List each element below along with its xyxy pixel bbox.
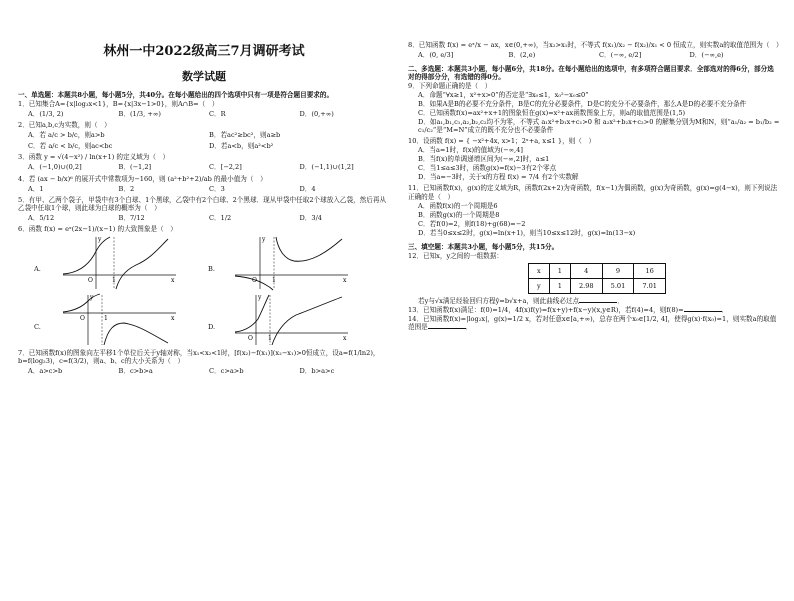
page-title: 林州一中2022级高三7月调研考试: [103, 44, 305, 59]
question-1: 1．已知集合A={x|log₃x<1}，B={x|3x−1>0}，则A∩B=（ ）: [18, 100, 219, 109]
svg-text:1: 1: [112, 276, 116, 284]
q3-options: [18, 163, 390, 171]
q5-option-c: C．1/2: [209, 213, 232, 222]
q7-option-d: D．b>a>c: [299, 366, 335, 375]
svg-text:x: x: [171, 276, 175, 284]
table-row: [529, 278, 666, 293]
q5-option-a: A．5/12: [28, 213, 55, 222]
q1-options: [18, 110, 390, 118]
q8-option-b: B．(2,e): [508, 51, 536, 60]
svg-text:1: 1: [272, 276, 276, 284]
q11-option-c: C．若f(0)=2，则f(18)+g(68)=−2: [418, 219, 526, 228]
q11-option-a: A．函数f(x)的一个周期是6: [418, 201, 498, 210]
q6-label-a: A.: [34, 264, 41, 273]
q5-option-b: B．7/12: [118, 213, 145, 222]
q5-option-d: D．3/4: [299, 213, 322, 222]
q1-option-d: D．(0,+∞): [299, 110, 334, 119]
section-multiple-choice: 二、多选题：本题共3小题，每小题6分，共18分。在每小题给出的选项中，有多项符合题目要求．全部选对的得6分，部分选对的得部分分，有选错的得0分。: [408, 65, 774, 82]
question-11: 11．已知函数f(x)，g(x)的定义域为R，函数f(2x+2)为奇函数，f(x−1)为偶函数，g(x)为奇函数，g(x)=g(4−x)，则下列说法正确的是（ ）: [408, 184, 778, 201]
question-6: 6．函数 f(x) = eˣ(2x−1)/(x−1) 的大致图象是（ ）: [18, 224, 177, 233]
question-8: 8．已知函数 f(x) = eˣ/x − ax，x∈(0,+∞)，当x₂>x₁时，不等式 f(x₁)/x₂ − f(x₂)/x₁ < 0 恒成立，则实数a的取值范围为（ ）: [408, 41, 783, 49]
q7-option-a: A．a>c>b: [28, 366, 63, 375]
section-fill-blank: 三、填空题：本题共3小题，每小题5分，共15分。: [408, 242, 559, 251]
question-14: 14．已知函数f(x)=|log₂x|，g(x)=1/2 x，若对任意x∈[a,+∞)，总存在两个x₀∈[1/2, 4]，使得g(x)·f(x₀)=1，则实数a的取值范围是 ．: [408, 314, 777, 331]
q6-graph-d: [230, 293, 350, 347]
q10-option-d: D．当a=−3时，关于x的方程 f(x) = 7/4 有2个实数解: [418, 173, 579, 182]
svg-text:y: y: [258, 293, 262, 301]
table-cell: 7.01: [634, 278, 666, 293]
q1-option-c: C．R: [209, 110, 226, 119]
svg-text:y: y: [98, 235, 102, 243]
q3-option-c: C．[−2,2]: [209, 163, 242, 172]
question-13: 13．已知函数f(x)满足：f(0)=1/4，4f(x)f(y)=f(x+y)+f(x−y)(x,y∈R)，若f(4)=4，则f(8)= ．: [408, 305, 729, 314]
table-cell: 16: [634, 263, 666, 278]
q6-graph-a: [58, 235, 178, 291]
question-4: 4．若 (ax − b/x)⁶ 的展开式中常数项为−160，则 (a²+b²+2)/ab 的最小值为（ ）: [18, 174, 267, 183]
table-cell: x: [529, 263, 550, 278]
q6-graph-b: [230, 235, 350, 291]
svg-text:O: O: [80, 314, 85, 322]
page-subtitle: 数学试题: [182, 69, 226, 83]
q6-graphs: [18, 235, 390, 347]
q4-option-a: A．1: [28, 184, 44, 193]
q7-options: [18, 367, 390, 375]
table-cell: 4: [570, 263, 602, 278]
table-cell: y: [529, 278, 550, 293]
q4-option-b: B．2: [118, 184, 135, 193]
question-3: 3．函数 y = √(4−x²) / ln(x+1) 的定义域为（ ）: [18, 153, 170, 162]
table-cell: 9: [602, 263, 634, 278]
question-9: 9．下列命题正确的是（ ）: [408, 82, 492, 91]
table-cell: 2.98: [570, 278, 602, 293]
q11-option-b: B．函数g(x)的一个周期是8: [418, 210, 500, 219]
table-cell: 5.01: [602, 278, 634, 293]
q4-option-d: D．4: [299, 184, 316, 193]
q13-text: 13．已知函数f(x)满足：f(0)=1/4，4f(x)f(y)=f(x+y)+f(x−y)(x,y∈R)，若f(4)=4，则f(8)=: [408, 305, 684, 314]
answer-blank: [684, 311, 722, 312]
q8-option-c: C．(−∞, e/2]: [599, 51, 642, 60]
svg-text:O: O: [248, 334, 253, 342]
svg-text:O: O: [252, 276, 257, 284]
q2-options-row2: [18, 142, 390, 150]
q14-text: 14．已知函数f(x)=|log₂x|，g(x)=1/2 x，若对任意x∈[a,+∞)，总存在两个x₀∈[1/2, 4]，使得g(x)·f(x₀)=1，则实数a的取值范围是: [408, 314, 777, 331]
q12-tail-text: 若y与√x满足经验回归方程ŷ=b√x+a，则此曲线必过点: [418, 296, 580, 305]
svg-text:x: x: [343, 334, 347, 342]
svg-text:1: 1: [104, 314, 108, 322]
svg-text:x: x: [343, 276, 347, 284]
question-7: 7．已知函数f(x)的图象向左平移1个单位后关于y轴对称，当x₁<x₂<1时，[f(x₂)−f(x₁)](x₂−x₁)>0恒成立，设a=f(1/ln2)，b=f(log₂3)，c=f(3/2)，则a、b、c的大小关系为（ ）: [18, 348, 380, 365]
table-cell: 1: [549, 263, 570, 278]
section-single-choice: 一、单选题：本题共8小题，每小题5分，共40分。在每小题给出的四个选项中只有一项是符合题目要求的。: [18, 91, 334, 100]
q1-option-b: B．(1/3, +∞): [118, 110, 161, 119]
answer-blank: [428, 328, 466, 329]
q7-option-c: C．c>a>b: [209, 366, 244, 375]
q3-option-a: A．(−1,0)∪(0,2]: [28, 163, 82, 172]
q2-option-b: B．若ac²≥bc²，则a≥b: [209, 131, 281, 140]
q9-option-c: C．已知函数f(x)=ax²+x+1的图象恒在g(x)=x²+ax函数图象上方，则a的取值范围是(1,5): [418, 109, 686, 118]
q2-option-d: D．若a<b，则a²<b²: [209, 142, 274, 151]
q6-label-b: B.: [208, 264, 215, 273]
q10-option-b: B．当f(x)的单调递增区间为(−∞,2]时，a≤1: [418, 155, 550, 164]
q9-option-a: A．命题“∀x≥1，x²+x>0”的否定是“∃x₀≤1，x₀²−x₀≤0”: [418, 91, 589, 100]
table-row: [529, 263, 666, 278]
q7-option-b: B．c>b>a: [118, 366, 153, 375]
q1-option-a: A．(1/3, 2): [28, 110, 64, 119]
svg-text:O: O: [88, 276, 93, 284]
q12-data-table: [528, 263, 666, 294]
q2-options-row1: [18, 131, 390, 139]
answer-blank: [579, 302, 617, 303]
table-cell: 1: [549, 278, 570, 293]
question-10: 10．设函数 f(x) = { −x²+4x, x>1；2ˣ+a, x≤1 }，则（ ）: [408, 137, 596, 146]
q10-option-c: C．当1≤a≤3时，函数g(x)=f(x)−3有2个零点: [418, 164, 557, 173]
q3-option-b: B．(−1,2]: [118, 163, 152, 172]
svg-text:1: 1: [268, 334, 272, 342]
q3-option-d: D．(−1,1)∪(1,2]: [299, 163, 354, 172]
q8-options: [408, 51, 780, 59]
question-5: 5．有甲、乙两个袋子，甲袋中有3个白球、1个黑球，乙袋中有2个白球、2个黑球．现从甲袋中任取2个球放入乙袋，然后再从乙袋中任取1个球，则此球为白球的概率为（ ）: [18, 195, 387, 212]
question-2: 2．已知a,b,c为实数，则（ ）: [18, 121, 111, 130]
q8-option-d: D．(−∞,e): [689, 51, 724, 60]
q5-options: [18, 214, 390, 222]
q8-option-a: A．(0, e/3]: [418, 51, 454, 60]
q6-graph-c: [58, 293, 178, 347]
svg-text:y: y: [262, 235, 266, 243]
q6-label-c: C.: [34, 322, 41, 331]
q2-option-c: C．若 a/c < b/c，则ac<bc: [28, 142, 113, 151]
q11-option-d: D．若当0≤x≤2时，g(x)=ln(x+1)，则当10≤x≤12时，g(x)=ln(13−x): [418, 228, 636, 237]
q10-option-a: A．当a=1时，f(x)的值域为(−∞,4]: [418, 146, 523, 155]
left-column: [18, 0, 390, 561]
q4-options: [18, 185, 390, 193]
svg-text:y: y: [90, 293, 94, 301]
q9-option-b: B．如果A是B的必要不充分条件，B是C的充分必要条件，D是C的充分不必要条件，那么A是D的必要不充分条件: [418, 100, 747, 109]
question-12: 12．已知x，y之间的一组数据：: [408, 251, 503, 260]
svg-text:x: x: [171, 314, 175, 322]
q6-label-d: D.: [208, 322, 216, 331]
q2-option-a: A．若 a/c > b/c，则a>b: [28, 131, 105, 140]
right-column: [408, 0, 783, 601]
q12-tail: 若y与√x满足经验回归方程ŷ=b√x+a，则此曲线必过点 ．: [418, 296, 624, 305]
q4-option-c: C．3: [209, 184, 225, 193]
q9-option-d: D．如a₁,b₁,c₁,a₂,b₂,c₂均不为零，不等式 a₁x²+b₁x+c₁>0 和 a₂x²+b₂x+c₂>0 的解集分别为M和N，则“a₁/a₂ = b₁/b₂ = c₁/c₂”是“M=N”成立的既不充分也不必要条件: [418, 118, 780, 135]
